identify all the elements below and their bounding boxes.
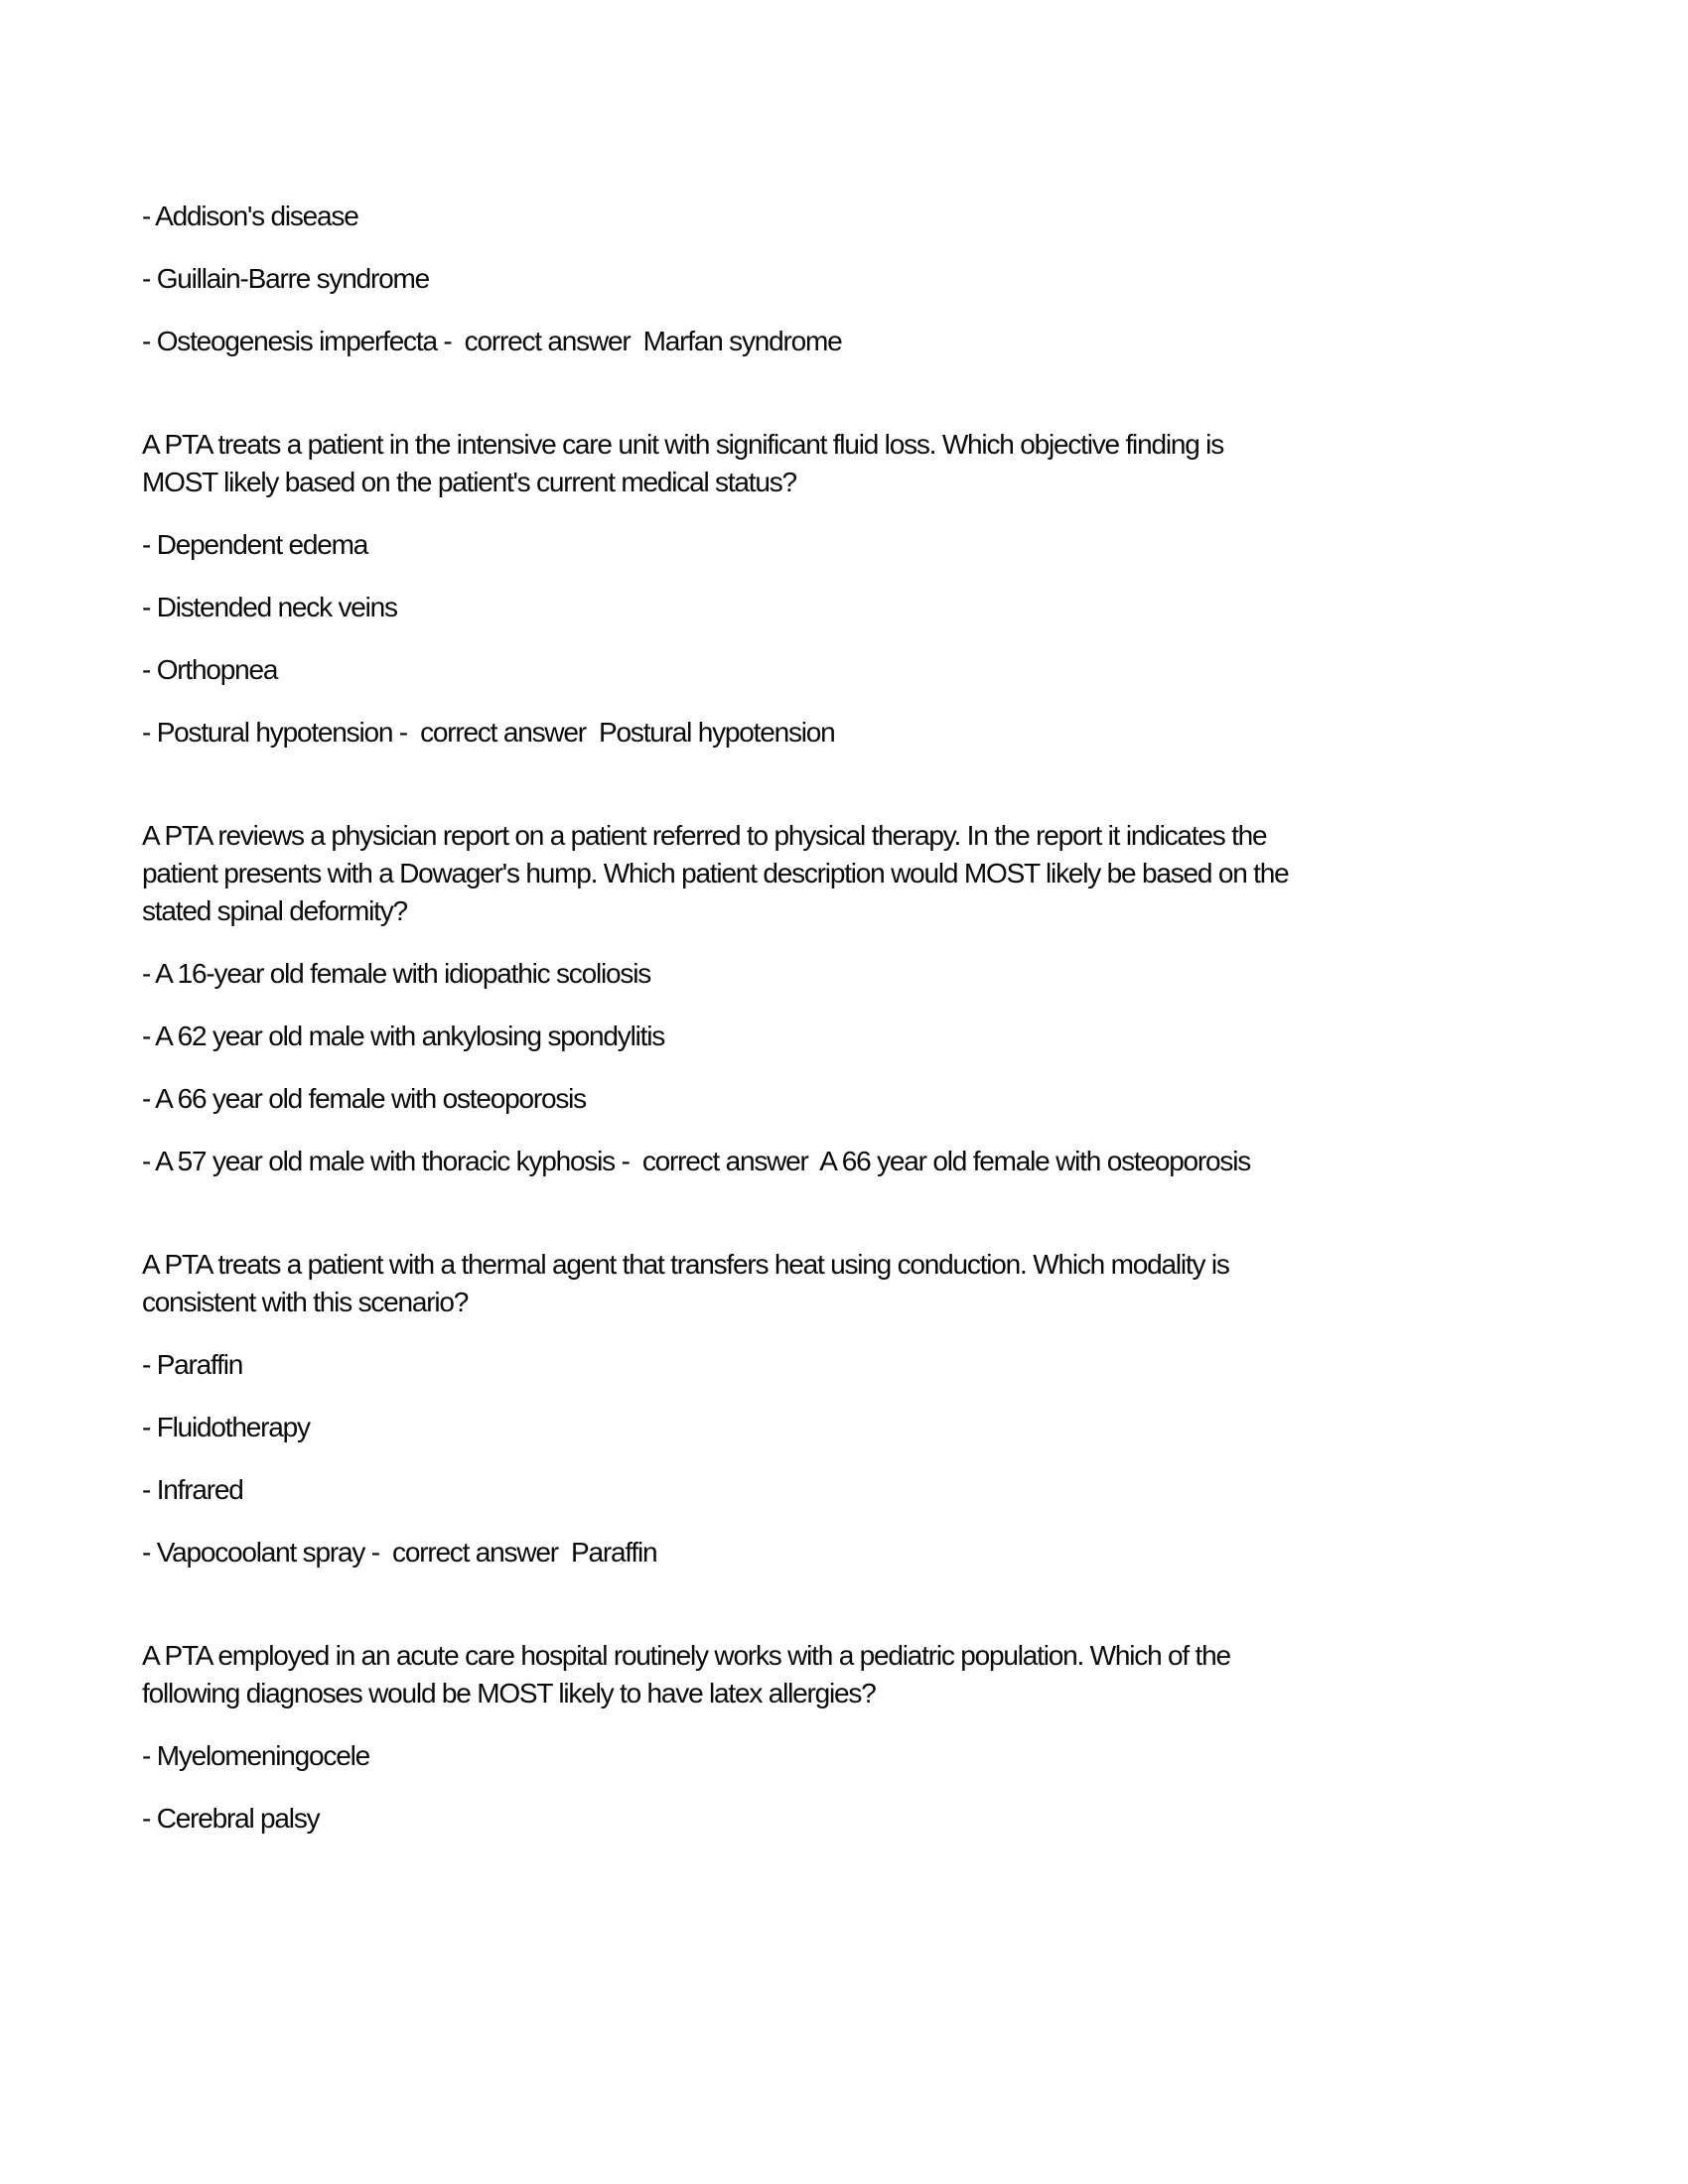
- answer-option: - Addison's disease: [142, 201, 358, 231]
- answer-option: - Guillain-Barre syndrome: [142, 263, 429, 294]
- answer-option: - A 16-year old female with idiopathic scoliosis: [142, 958, 651, 989]
- answer-option: - A 62 year old male with ankylosing spondylitis: [142, 1021, 665, 1051]
- question-line: A PTA treats a patient in the intensive care unit with significant fluid loss. Which objective finding is: [142, 429, 1223, 460]
- question-text: [142, 426, 1549, 501]
- question-block: [142, 1637, 1549, 1838]
- question-line: following diagnoses would be MOST likely to have latex allergies?: [142, 1678, 876, 1708]
- answer-option: - Orthopnea: [142, 654, 278, 685]
- answer-option: - A 66 year old female with osteoporosis: [142, 1083, 586, 1114]
- answer-option: - Dependent edema: [142, 529, 368, 560]
- question-line: stated spinal deformity?: [142, 895, 407, 926]
- answer-option: - Cerebral palsy: [142, 1803, 320, 1834]
- answer-option: - A 57 year old male with thoracic kyphosis - correct answer A 66 year old female with osteoporosis: [142, 1146, 1251, 1176]
- question-text: [142, 1246, 1549, 1321]
- question-line: consistent with this scenario?: [142, 1287, 469, 1317]
- question-line: A PTA treats a patient with a thermal agent that transfers heat using conduction. Which modality is: [142, 1249, 1229, 1280]
- options-block: [142, 198, 1549, 360]
- answer-option: - Postural hypotension - correct answer Postural hypotension: [142, 717, 835, 748]
- answer-option: - Vapocoolant spray - correct answer Paraffin: [142, 1537, 657, 1568]
- question-line: A PTA employed in an acute care hospital routinely works with a pediatric population. Which of the: [142, 1640, 1230, 1671]
- question-block: [142, 426, 1549, 751]
- answer-option: - Osteogenesis imperfecta - correct answer Marfan syndrome: [142, 326, 842, 356]
- question-line: A PTA reviews a physician report on a patient referred to physical therapy. In the report it indicates the: [142, 820, 1267, 851]
- question-block: [142, 817, 1549, 1180]
- answer-option: - Paraffin: [142, 1349, 243, 1380]
- question-text: [142, 1637, 1549, 1712]
- answer-option: - Infrared: [142, 1474, 243, 1505]
- question-text: [142, 817, 1549, 930]
- answer-option: - Myelomeningocele: [142, 1740, 369, 1771]
- answer-option: - Distended neck veins: [142, 592, 397, 622]
- question-line: MOST likely based on the patient's current medical status?: [142, 467, 796, 497]
- question-block: [142, 1246, 1549, 1571]
- answer-option: - Fluidotherapy: [142, 1412, 310, 1442]
- question-line: patient presents with a Dowager's hump. Which patient description would MOST likely be based on the: [142, 858, 1289, 888]
